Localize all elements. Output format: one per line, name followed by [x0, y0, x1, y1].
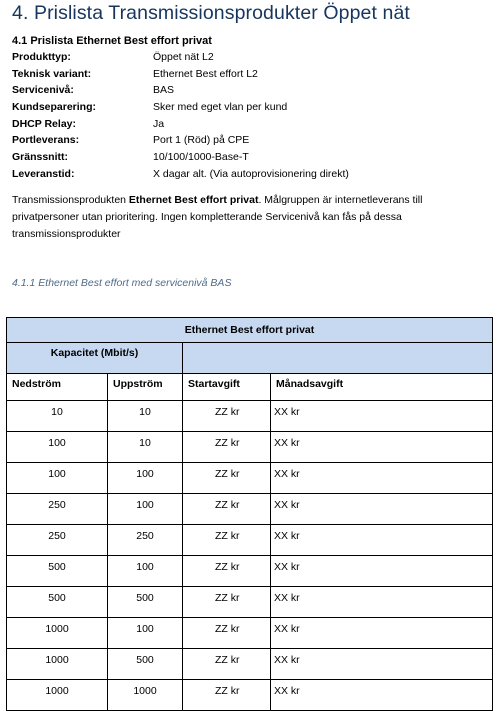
cell-upstream: 10 [108, 432, 183, 463]
capacity-header: Kapacitet (Mbit/s) [7, 343, 183, 374]
column-header-nedstrom: Nedström [7, 374, 108, 401]
capacity-header-blank [183, 343, 493, 374]
spec-label: Leveranstid: [12, 167, 75, 180]
spec-label: Produkttyp: [12, 51, 71, 63]
spec-row-teknisk-variant [12, 68, 492, 85]
cell-start-fee: ZZ kr [183, 649, 271, 680]
cell-upstream: 500 [108, 587, 183, 618]
cell-monthly-fee: XX kr [271, 680, 493, 711]
cell-monthly-fee: XX kr [271, 525, 493, 556]
cell-start-fee: ZZ kr [183, 525, 271, 556]
cell-downstream: 500 [7, 556, 108, 587]
table-row [7, 618, 493, 649]
spec-row-portleverans [12, 134, 492, 151]
cell-downstream: 100 [7, 463, 108, 494]
table-row [7, 587, 493, 618]
subsection-title: 4.1.1 Ethernet Best effort med servicenivå BAS [12, 277, 232, 289]
cell-downstream: 10 [7, 401, 108, 432]
spec-value: 10/100/1000-Base-T [153, 151, 249, 164]
column-header-uppstrom: Uppström [108, 374, 183, 401]
cell-start-fee: ZZ kr [183, 680, 271, 711]
table-title-row [7, 318, 493, 343]
cell-start-fee: ZZ kr [183, 401, 271, 432]
cell-start-fee: ZZ kr [183, 618, 271, 649]
cell-upstream: 10 [108, 401, 183, 432]
cell-monthly-fee: XX kr [271, 494, 493, 525]
description-paragraph [12, 192, 490, 243]
spec-label: Servicenivå: [12, 84, 74, 97]
cell-monthly-fee: XX kr [271, 432, 493, 463]
spec-value: Port 1 (Röd) på CPE [153, 134, 250, 147]
spec-value: Ethernet Best effort L2 [153, 67, 258, 80]
spec-label: Kundseparering: [12, 101, 97, 114]
cell-downstream: 1000 [7, 680, 108, 711]
cell-upstream: 100 [108, 618, 183, 649]
cell-downstream: 500 [7, 587, 108, 618]
spec-row-granssnitt [12, 151, 492, 168]
cell-upstream: 1000 [108, 680, 183, 711]
cell-start-fee: ZZ kr [183, 494, 271, 525]
table-capacity-row [7, 343, 493, 374]
table-row [7, 432, 493, 463]
section-title: 4.1 Prislista Ethernet Best effort privat [12, 35, 212, 47]
cell-upstream: 250 [108, 525, 183, 556]
cell-upstream: 100 [108, 494, 183, 525]
cell-monthly-fee: XX kr [271, 649, 493, 680]
table-title: Ethernet Best effort privat [7, 318, 493, 343]
spec-row-kundseparering [12, 101, 492, 118]
spec-list [12, 51, 492, 185]
cell-monthly-fee: XX kr [271, 587, 493, 618]
description-text-start: Transmissionsprodukten [12, 194, 129, 206]
spec-row-serviceniva [12, 84, 492, 101]
cell-downstream: 100 [7, 432, 108, 463]
spec-row-produkttyp [12, 51, 492, 68]
table-row [7, 649, 493, 680]
cell-downstream: 250 [7, 525, 108, 556]
description-text-end: . Målgruppen är internetleverans till privatpersoner utan prioritering. Ingen kompletterande Servicenivå kan fås på dessa transmissionsprodukter [12, 194, 423, 240]
cell-start-fee: ZZ kr [183, 463, 271, 494]
cell-monthly-fee: XX kr [271, 618, 493, 649]
spec-value: X dagar alt. (Via autoprovisionering direkt) [153, 167, 349, 180]
cell-start-fee: ZZ kr [183, 556, 271, 587]
cell-downstream: 1000 [7, 618, 108, 649]
table-header-row [7, 374, 493, 401]
spec-value: BAS [153, 84, 175, 97]
spec-label: Portleverans: [12, 134, 80, 147]
table-row [7, 525, 493, 556]
cell-upstream: 100 [108, 463, 183, 494]
spec-value: Ja [153, 117, 165, 130]
table-row [7, 463, 493, 494]
spec-row-dhcp-relay [12, 118, 492, 135]
spec-label: Gränssnitt: [12, 151, 69, 164]
spec-label: Teknisk variant: [12, 67, 92, 80]
cell-downstream: 250 [7, 494, 108, 525]
page-heading: 4. Prislista Transmissionsprodukter Öppet nät [12, 2, 410, 24]
cell-start-fee: ZZ kr [183, 432, 271, 463]
spec-value: Öppet nät L2 [153, 51, 214, 63]
cell-downstream: 1000 [7, 649, 108, 680]
cell-start-fee: ZZ kr [183, 587, 271, 618]
spec-row-leveranstid [12, 168, 492, 185]
table-row [7, 556, 493, 587]
table-row [7, 680, 493, 711]
spec-label: DHCP Relay: [12, 117, 76, 130]
price-table [6, 317, 493, 711]
cell-monthly-fee: XX kr [271, 401, 493, 432]
description-product-name: Ethernet Best effort privat [128, 194, 259, 206]
table-row [7, 494, 493, 525]
cell-upstream: 100 [108, 556, 183, 587]
cell-monthly-fee: XX kr [271, 556, 493, 587]
spec-value: Sker med eget vlan per kund [153, 101, 288, 114]
cell-monthly-fee: XX kr [271, 463, 493, 494]
column-header-startavgift: Startavgift [183, 374, 271, 401]
table-row [7, 401, 493, 432]
column-header-manadsavgift: Månadsavgift [271, 374, 493, 401]
cell-upstream: 500 [108, 649, 183, 680]
